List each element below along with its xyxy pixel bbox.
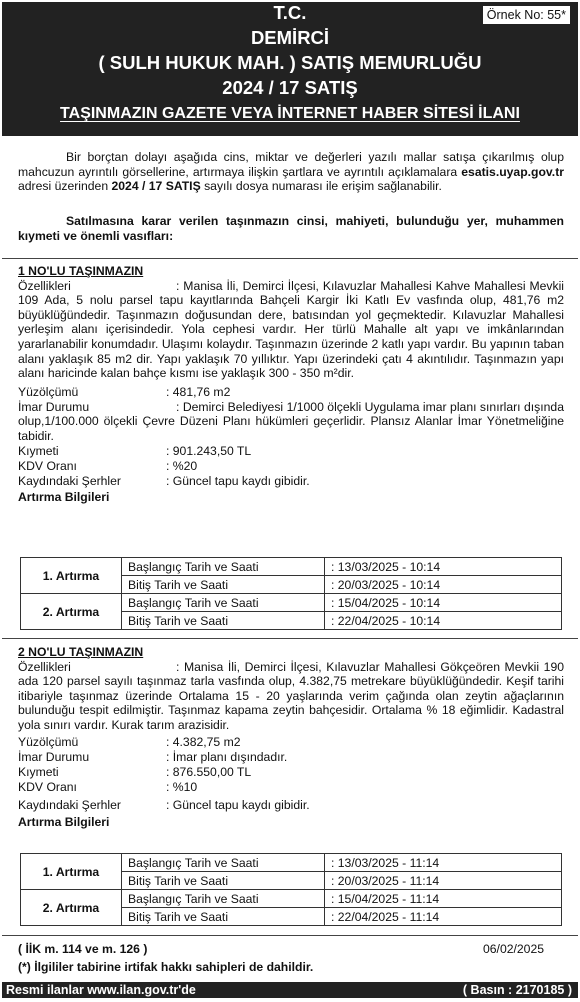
auction-name: 2. Artırma — [21, 594, 122, 630]
notice-page — [2, 2, 578, 998]
auction-table — [20, 557, 562, 630]
area-value: : 481,76 m2 — [166, 384, 231, 399]
footnote: (*) İlgililer tabirine irtifak hakkı sahipleri de dahildir. — [18, 960, 314, 974]
vat-row — [18, 780, 564, 796]
annotations-value: : Güncel tapu kaydı gibidir. — [166, 797, 310, 812]
value-row — [18, 444, 564, 459]
zoning-value: : İmar planı dışındadır. — [166, 749, 288, 764]
auction-name: 1. Artırma — [21, 558, 122, 594]
end-label: Bitiş Tarih ve Saati — [122, 908, 325, 926]
notice-date: 06/02/2025 — [483, 942, 544, 956]
footer-bar — [2, 982, 578, 998]
esatis-link[interactable]: esatis.uyap.gov.tr — [461, 164, 564, 179]
end-label: Bitiş Tarih ve Saati — [122, 872, 325, 890]
auction-info-heading: Artırma Bilgileri — [18, 814, 110, 829]
press-number: ( Basın : 2170185 ) — [462, 983, 572, 997]
intro-paragraph — [18, 150, 564, 194]
area-label: Yüzölçümü — [18, 384, 79, 399]
value-value: : 901.243,50 TL — [166, 443, 252, 458]
end-value: : 22/04/2025 - 10:14 — [325, 612, 562, 630]
end-label: Bitiş Tarih ve Saati — [122, 612, 325, 630]
area-value: : 4.382,75 m2 — [166, 734, 241, 749]
zoning-row — [18, 400, 564, 444]
start-label: Başlangıç Tarih ve Saati — [122, 854, 325, 872]
features-label: Özellikleri — [18, 659, 71, 674]
zoning-value: : Demirci Belediyesi 1/1000 ölçekli Uygulama imar planı sınırları dışında olup,1/100.000 ölçekli Çevre Düzeni Planı hükümleri geçerlidir. Plansız Alanlar İmar Yönetmeliğine tabidir. — [18, 399, 564, 443]
annotations-label: Kaydındaki Şerhler — [18, 797, 121, 812]
header-block — [2, 2, 578, 136]
notice-title: TAŞINMAZIN GAZETE VEYA İNTERNET HABER SİTESİ İLANI — [60, 105, 520, 122]
file-number: 2024 / 17 SATIŞ — [111, 179, 201, 194]
start-value: : 15/04/2025 - 11:14 — [325, 890, 562, 908]
property-2 — [18, 645, 564, 829]
zoning-label: İmar Durumu — [18, 749, 90, 764]
value-row — [18, 765, 564, 780]
features-label: Özellikleri — [18, 278, 71, 293]
zoning-row — [18, 750, 564, 765]
property-title: 1 NO'LU TAŞINMAZIN — [18, 264, 144, 278]
zoning-label: İmar Durumu — [18, 399, 90, 414]
vat-row — [18, 459, 564, 474]
law-reference: ( İİK m. 114 ve m. 126 ) — [18, 942, 148, 956]
official-notice-site[interactable]: Resmi ilanlar www.ilan.gov.tr'de — [6, 983, 196, 997]
start-value: : 15/04/2025 - 10:14 — [325, 594, 562, 612]
intro-text-2: adresi üzerinden — [18, 179, 112, 194]
vat-value: : %20 — [166, 458, 198, 473]
value-label: Kıymeti — [18, 443, 59, 458]
table-row — [21, 854, 562, 872]
annotations-row — [18, 798, 564, 815]
vat-value: : %10 — [166, 779, 198, 794]
features-value: : Manisa İli, Demirci İlçesi, Kılavuzlar Mahallesi Gökçeören Mevkii 190 ada 120 parsel sayılı taşınmaz tarla vasfında olup, 4.382,75 metrekare büyüklüğündedir. Keşif tarihi itibariyle taşınmaz üzerinde Ortalama 15 - 20 yaşlarında verim çağında olan zeytin ağaçlarının bulunduğu tespit edilmiştir. Taşınmaz kapama zeytin bahçesidir. Ortalama % 18 eğimlidir. Kadastral yola sınırı vardır. Kurak tarım arazisidir. — [18, 659, 564, 732]
area-row — [18, 385, 564, 400]
header-line-tc: T.C. — [273, 2, 307, 23]
vat-label: KDV Oranı — [18, 458, 77, 473]
start-label: Başlangıç Tarih ve Saati — [122, 890, 325, 908]
start-label: Başlangıç Tarih ve Saati — [122, 558, 325, 576]
auction-info-heading: Artırma Bilgileri — [18, 489, 110, 504]
table-row — [21, 890, 562, 908]
auction-name: 2. Artırma — [21, 890, 122, 926]
table-row — [21, 558, 562, 576]
header-line-town: DEMİRCİ — [250, 27, 330, 48]
intro-text-3: sayılı dosya numarası ile erişim sağlanabilir. — [200, 179, 442, 194]
property-intro-heading: Satılmasına karar verilen taşınmazın cinsi, mahiyeti, bulunduğu yer, muhammen kıymeti ve önemli vasıfları: — [18, 214, 564, 243]
start-value: : 13/03/2025 - 10:14 — [325, 558, 562, 576]
auction-table — [20, 853, 562, 926]
start-label: Başlangıç Tarih ve Saati — [122, 594, 325, 612]
intro-text-1: Bir borçtan dolayı aşağıda cins, miktar ve değerleri yazılı mallar satışa çıkarılmış olup mahcuzun ayrıntılı görsellerine, artırmaya ilişkin şartlara ve ayrıntılı açıklamalara — [18, 150, 564, 179]
sample-number: Örnek No: 55* — [483, 6, 570, 24]
features-row — [18, 660, 564, 733]
annotations-row — [18, 474, 564, 490]
property-title: 2 NO'LU TAŞINMAZIN — [18, 645, 144, 659]
end-value: : 22/04/2025 - 11:14 — [325, 908, 562, 926]
separator — [2, 638, 578, 639]
area-row — [18, 735, 564, 750]
header-line-office: ( SULH HUKUK MAH. ) SATIŞ MEMURLUĞU — [98, 52, 482, 73]
end-label: Bitiş Tarih ve Saati — [122, 576, 325, 594]
table-row — [21, 594, 562, 612]
end-value: : 20/03/2025 - 11:14 — [325, 872, 562, 890]
features-value: : Manisa İli, Demirci İlçesi, Kılavuzlar Mahallesi Kahve Mahallesi Mevkii 109 Ada, 5 nolu parsel tapu kayıtlarında Bahçeli Kargir İki Katlı Ev vasfında olup, 481,76 m2 büyüklüğündedir. Taşınmazın doğusundan dere, batısından yol geçmektedir. Kılavuzlar Mahallesi yerleşim alanı içerisindedir. Yola cephesi vardır. Her türlü Mahalle alt yapı ve imkânlarından yararlanabilir konumdadır. Ulaşımı kolaydır. Taşınmazın üzerinde 2 katlı yapı vardır. Bu yapının taban alanı yaklaşık 85 m2 dir. Yapı yaklaşık 70 yıllıktır. Yapı üzerindeki çatı 4 akıntılıdır. Taşınmazın yapı alanı haricinde kalan bahçe kısmı ise yaklaşık 300 - 350 m²dir. — [18, 278, 564, 381]
start-value: : 13/03/2025 - 11:14 — [325, 854, 562, 872]
vat-label: KDV Oranı — [18, 779, 77, 794]
header-line-file: 2024 / 17 SATIŞ — [222, 77, 358, 98]
auction-name: 1. Artırma — [21, 854, 122, 890]
value-label: Kıymeti — [18, 764, 59, 779]
end-value: : 20/03/2025 - 10:14 — [325, 576, 562, 594]
area-label: Yüzölçümü — [18, 734, 79, 749]
value-value: : 876.550,00 TL — [166, 764, 252, 779]
separator — [2, 258, 578, 259]
features-row — [18, 279, 564, 381]
annotations-value: : Güncel tapu kaydı gibidir. — [166, 473, 310, 488]
separator — [2, 935, 578, 936]
annotations-label: Kaydındaki Şerhler — [18, 473, 121, 488]
property-1 — [18, 264, 564, 504]
